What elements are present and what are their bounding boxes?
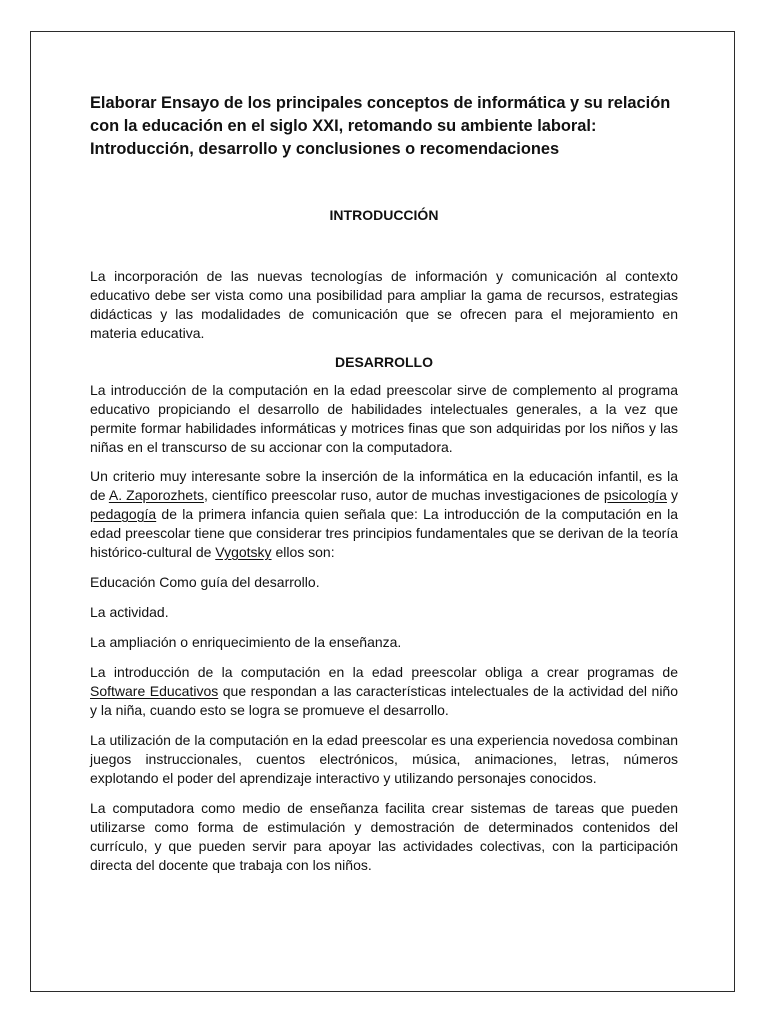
paragraph-desarrollo-1: La introducción de la computación en la edad preescolar sirve de complemento al programa educativo propiciando el desarrollo de habilidades intelectuales generales, a la vez que permite formar habilidades informáticas y motrices finas que son adquiridas por los niños y las niñas en el transcurso de su accionar con la computadora.: [90, 382, 678, 455]
link-software-educativos[interactable]: Software Educativos: [90, 683, 219, 699]
paragraph-principio-3: La ampliación o enriquecimiento de la enseñanza.: [90, 634, 402, 650]
paragraph-desarrollo-2: [90, 467, 678, 562]
text-segment: La introducción de la computación en la edad preescolar obliga a crear programas de: [90, 664, 678, 680]
paragraph-desarrollo-6: [90, 663, 678, 720]
document-title: Elaborar Ensayo de los principales conceptos de informática y su relación con la educación en el siglo XXI, retomando su ambiente laboral: Introducción, desarrollo y conclusiones o recomendaciones: [90, 94, 671, 158]
text-segment: y: [666, 487, 678, 503]
paragraph-principio-2: La actividad.: [90, 604, 169, 620]
text-segment: ellos son:: [271, 544, 335, 560]
link-pedagogia[interactable]: pedagogía: [90, 506, 157, 522]
link-vygotsky[interactable]: Vygotsky: [215, 544, 272, 560]
paragraph-desarrollo-7: La utilización de la computación en la edad preescolar es una experiencia novedosa combinan juegos instruccionales, cuentos electrónicos, música, animaciones, letras, números explotando el poder del aprendizaje interactivo y utilizando personajes conocidos.: [90, 732, 678, 786]
paragraph-desarrollo-8: La computadora como medio de enseñanza facilita crear sistemas de tareas que pueden utilizarse como forma de estimulación y demostración de determinados contenidos del currículo, y que pueden servir para apoyar las actividades colectivas, con la participación directa del docente que trabaja con los niños.: [90, 800, 678, 873]
heading-desarrollo: DESARROLLO: [335, 354, 433, 370]
text-segment: de la primera infancia quien señala que: La introducción de la computación en la edad preescolar tiene que considerar tres principios fundamentales que se derivan de la teoría histórico-cultural de: [90, 506, 678, 560]
heading-introduccion: INTRODUCCIÓN: [329, 207, 439, 223]
text-segment: que respondan a las características intelectuales de la actividad del niño y la niña, cuando esto se logra se promueve el desarrollo.: [90, 683, 678, 718]
document-body: [90, 92, 678, 875]
link-psicologia[interactable]: psicología: [603, 487, 667, 503]
link-zaporozhets[interactable]: A. Zaporozhets: [108, 487, 204, 503]
text-segment: Un criterio muy interesante sobre la inserción de la informática en la educación infantil, es la de: [90, 468, 678, 503]
paragraph-introduccion: La incorporación de las nuevas tecnologías de información y comunicación al contexto educativo debe ser vista como una posibilidad para ampliar la gama de recursos, estrategias didácticas y las modalidades de comunicación que se ofrecen para el mejoramiento en materia educativa.: [90, 268, 678, 341]
text-segment: , científico preescolar ruso, autor de muchas investigaciones de: [203, 487, 604, 503]
paragraph-principio-1: Educación Como guía del desarrollo.: [90, 574, 320, 590]
